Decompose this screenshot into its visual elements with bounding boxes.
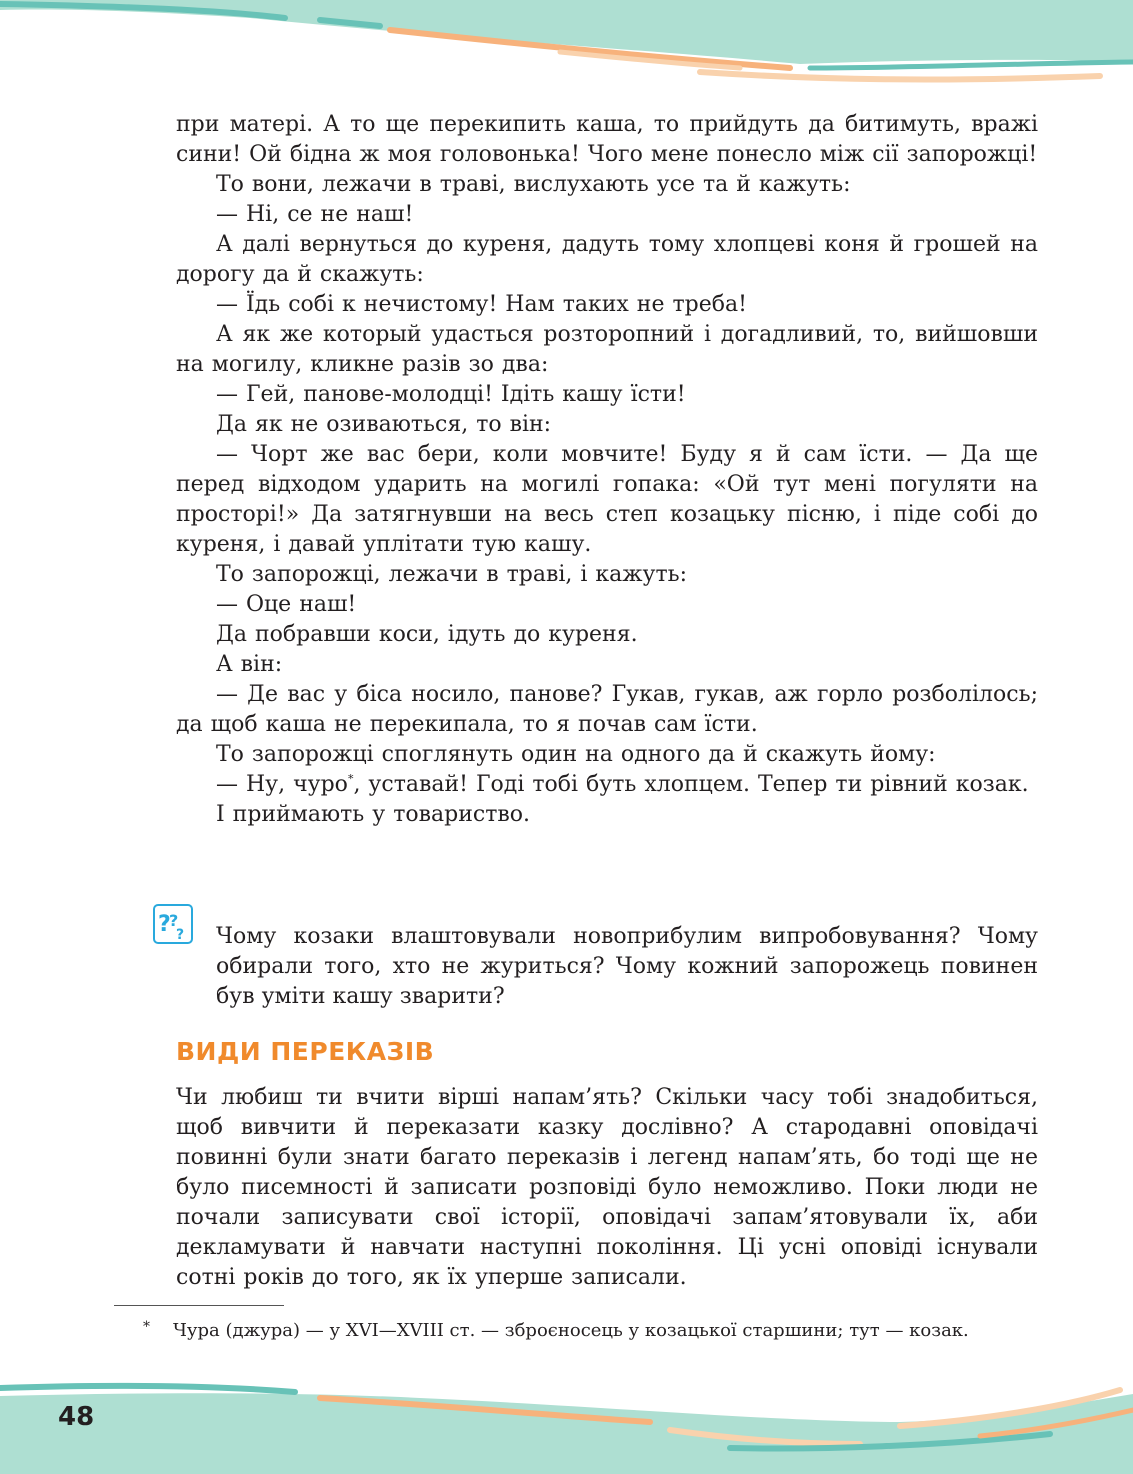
- paragraph: І приймають у товариство.: [216, 802, 530, 827]
- paragraph: То вони, лежачи в траві, вислухають усе та й кажуть:: [216, 172, 851, 197]
- dialogue-line: [176, 770, 1038, 800]
- footnote-text: Чура (джура) — у XVI—XVIII ст. — зброєносець у козацької старшини; тут — козак.: [173, 1320, 969, 1341]
- paragraph: при матері. А то ще перекипить каша, то прийдуть да битимуть, вражі сини! Ой бідна ж моя головонька! Чого мене понесло між сії запорожці!: [176, 112, 1038, 167]
- footnote-mark: *: [143, 1319, 150, 1335]
- footnote-reference: *: [347, 772, 354, 786]
- question-text: Чому козаки влаштовували новоприбулим випробовування? Чому обирали того, хто не журиться? Чому кожний запорожець повинен був уміти кашу зварити?: [216, 924, 1038, 1009]
- question-block: [158, 900, 1038, 1034]
- dialogue-line: — Їдь собі к нечистому! Нам таких не треба!: [216, 292, 747, 317]
- top-decorative-band: [0, 0, 1133, 110]
- footnote-divider: [114, 1305, 284, 1306]
- paragraph: Чи любиш ти вчити вірші напам’ять? Скільки часу тобі знадобиться, щоб вивчити й переказати казку дослівно? А стародавні оповідачі повинні були знати багато переказів і легенд напам’ять, бо тоді ще не було писемності й записати розповіді було неможливо. Поки люди не почали записувати свої історії, оповідачі запам’ятовували їх, аби декламувати й навчати наступні покоління. Ці усні оповіді існували сотні років до того, як їх уперше записали.: [176, 1085, 1038, 1290]
- svg-text:?: ?: [169, 911, 179, 930]
- paragraph: А він:: [216, 652, 283, 677]
- chur-line-end: , уставай! Годі тобі буть хлопцем. Тепер ти рівний козак.: [353, 772, 1029, 797]
- svg-text:?: ?: [176, 927, 185, 942]
- dialogue-line: — Де вас у біса носило, панове? Гукав, гукав, аж горло розболілось; да щоб каша не перекипала, то я почав сам їсти.: [176, 682, 1038, 737]
- paragraph: Да як не озиваються, то він:: [216, 412, 552, 437]
- dialogue-line: — Гей, панове-молодці! Ідіть кашу їсти!: [216, 382, 686, 407]
- footnote: [143, 1316, 1038, 1346]
- dialogue-line: — Чорт же вас бери, коли мовчите! Буду я й сам їсти. — Да ще перед відходом ударить на могилі гопака: «Ой тут мені погуляти на просторі!» Да затягнувши на весь степ козацьку пісню, і піде собі до куреня, і давай уплітати тую кашу.: [176, 442, 1038, 557]
- paragraph: А як же который удасться розторопний і догадливий, то, вийшовши на могилу, кликне разів зо два:: [176, 322, 1038, 377]
- dialogue-line: — Оце наш!: [216, 592, 357, 617]
- section-body: [176, 1083, 1038, 1293]
- paragraph: Да побравши коси, ідуть до куреня.: [216, 622, 638, 647]
- section-heading: ВИДИ ПЕРЕКАЗІВ: [176, 1037, 435, 1066]
- svg-text:?: ?: [158, 912, 171, 937]
- chur-line-start: — Ну, чуро: [216, 772, 348, 797]
- paragraph: То запорожці споглянуть один на одного да й скажуть йому:: [216, 742, 936, 767]
- paragraph: А далі вернуться до куреня, дадуть тому хлопцеві коня й грошей на дорогу да й скажуть:: [176, 232, 1038, 287]
- page-number: 48: [58, 1402, 95, 1432]
- question-marks-icon: [153, 904, 193, 944]
- dialogue-line: — Ні, се не наш!: [216, 202, 414, 227]
- paragraph: То запорожці, лежачи в траві, і кажуть:: [216, 562, 688, 587]
- story-text: [176, 110, 1038, 830]
- bottom-decorative-band: [0, 1370, 1133, 1474]
